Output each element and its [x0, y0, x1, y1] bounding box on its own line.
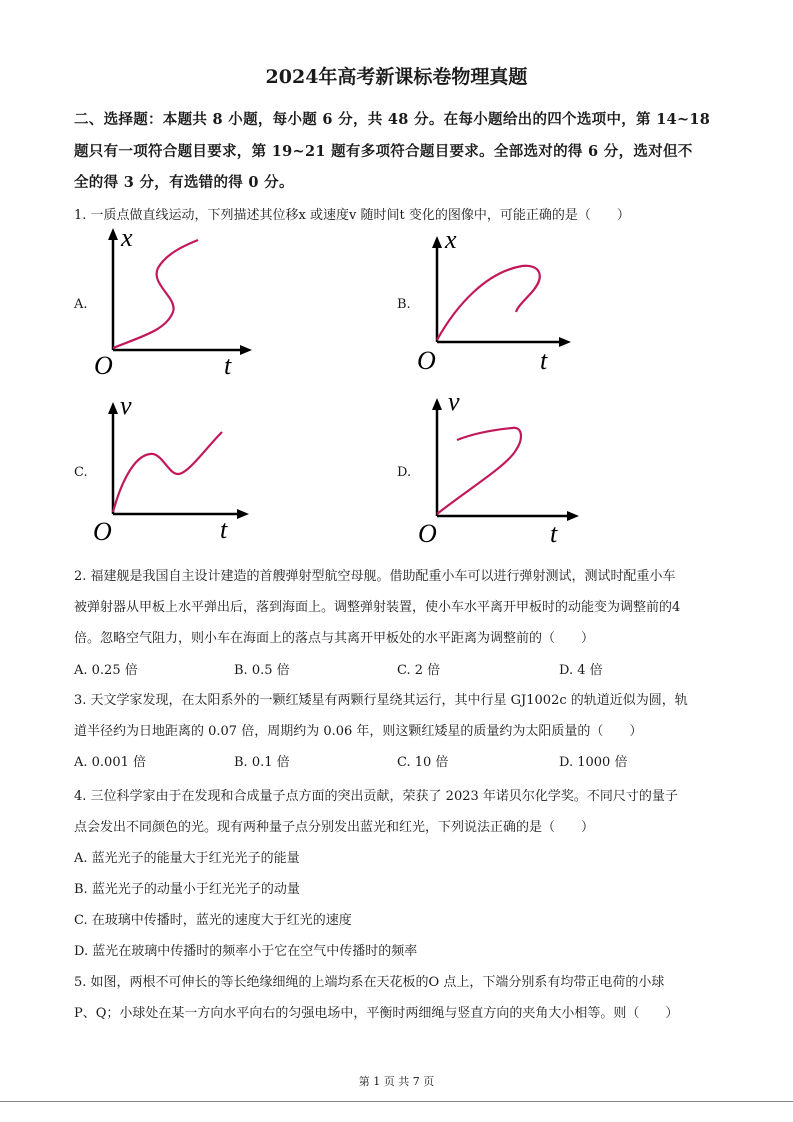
- graph-d-y-arrow: [432, 398, 442, 410]
- graph-c-x-arrow: [237, 509, 249, 519]
- page-footer: 第 1 页 共 7 页: [358, 1075, 435, 1088]
- graph-a-y-arrow: [108, 228, 118, 240]
- graph-a-curve: [113, 240, 198, 348]
- graph-b-x-arrow: [559, 337, 571, 347]
- question-3-line1: 3. 天文学家发现，在太阳系外的一颗红矮星有两颗行星绕其运行，其中行星 GJ1002c 的轨道近似为圆，轨: [74, 693, 688, 708]
- question-3-option-a: A. 0.001 倍: [74, 755, 147, 770]
- graph-b-y-arrow: [432, 236, 442, 248]
- bottom-divider: [0, 1101, 793, 1102]
- question-2-option-b: B. 0.5 倍: [234, 663, 290, 678]
- graph-a-y-label: x: [121, 224, 133, 252]
- question-2-line1: 2. 福建舰是我国自主设计建造的首艘弹射型航空母舰。借助配重小车可以进行弹射测试，测试时配重小车: [74, 569, 676, 584]
- question-1-stem: 1. 一质点做直线运动，下列描述其位移x 或速度v 随时间t 变化的图像中，可能正确的是（ ）: [74, 208, 630, 223]
- question-2-line3: 倍。忽略空气阻力，则小车在海面上的落点与其离开甲板处的水平距离为调整前的（ ）: [74, 631, 595, 646]
- graph-d: [412, 390, 587, 548]
- section-instructions-line3: 全的得 3 分，有选错的得 0 分。: [74, 174, 294, 191]
- section-instructions-line2: 题只有一项符合题目要求，第 19~21 题有多项符合题目要求。全部选对的得 6 分，选对但不: [74, 143, 693, 160]
- question-4-line2: 点会发出不同颜色的光。现有两种量子点分别发出蓝光和红光，下列说法正确的是（ ）: [74, 820, 595, 835]
- graph-c: [88, 390, 263, 548]
- question-2-line2: 被弹射器从甲板上水平弹出后，落到海面上。调整弹射装置，使小车水平离开甲板时的动能变为调整前的4: [74, 600, 681, 615]
- graph-b-x-label: t: [540, 346, 548, 375]
- graph-d-x-arrow: [567, 511, 579, 521]
- graph-a: [88, 224, 263, 382]
- graph-d-origin: O: [418, 519, 437, 548]
- graph-c-curve: [113, 432, 222, 512]
- question-4-option-d: D. 蓝光在玻璃中传播时的频率小于它在空气中传播时的频率: [74, 944, 418, 959]
- graph-d-y-label: v: [448, 390, 460, 416]
- graph-b-y-label: x: [445, 225, 457, 254]
- question-5-line1: 5. 如图，两根不可伸长的等长绝缘细绳的上端均系在天花板的O 点上，下端分别系有均带正电荷的小球: [74, 975, 665, 990]
- graph-a-origin: O: [94, 351, 113, 380]
- question-2-option-a: A. 0.25 倍: [74, 663, 138, 678]
- graph-c-x-label: t: [220, 515, 228, 544]
- graph-c-origin: O: [93, 517, 112, 546]
- graph-a-x-arrow: [240, 345, 252, 355]
- question-3-line2: 道半径约为日地距离的 0.07 倍，周期约为 0.06 年，则这颗红矮星的质量约为太阳质量的（ ）: [74, 724, 643, 739]
- option-b-label: B.: [397, 297, 411, 312]
- page-title: 2024年高考新课标卷物理真题: [265, 66, 528, 88]
- graph-a-x-label: t: [224, 351, 232, 380]
- question-4-option-b: B. 蓝光光子的动量小于红光光子的动量: [74, 882, 300, 897]
- question-4-line1: 4. 三位科学家由于在发现和合成量子点方面的突出贡献，荣获了 2023 年诺贝尔化学奖。不同尺寸的量子: [74, 789, 678, 804]
- graph-c-y-label: v: [120, 391, 132, 420]
- graph-b-curve: [437, 266, 540, 340]
- option-a-label: A.: [74, 297, 88, 312]
- question-5-line2: P、Q；小球处在某一方向水平向右的匀强电场中，平衡时两细绳与竖直方向的夹角大小相等。则（ ）: [74, 1006, 679, 1021]
- question-2-option-d: D. 4 倍: [559, 663, 603, 678]
- question-2-option-c: C. 2 倍: [397, 663, 441, 678]
- question-3-option-b: B. 0.1 倍: [234, 755, 290, 770]
- graph-c-y-arrow: [108, 402, 118, 414]
- graph-b: [412, 224, 587, 382]
- question-3-option-c: C. 10 倍: [397, 755, 449, 770]
- section-instructions-line1: 二、选择题：本题共 8 小题，每小题 6 分，共 48 分。在每小题给出的四个选项中，第 14~18: [74, 111, 711, 128]
- option-d-label: D.: [397, 465, 412, 480]
- graph-d-curve: [437, 428, 521, 514]
- graph-b-origin: O: [417, 346, 436, 375]
- question-4-option-a: A. 蓝光光子的能量大于红光光子的能量: [74, 851, 300, 866]
- option-c-label: C.: [74, 465, 88, 480]
- question-3-option-d: D. 1000 倍: [559, 755, 628, 770]
- graph-d-x-label: t: [550, 519, 558, 548]
- question-4-option-c: C. 在玻璃中传播时，蓝光的速度大于红光的速度: [74, 913, 352, 928]
